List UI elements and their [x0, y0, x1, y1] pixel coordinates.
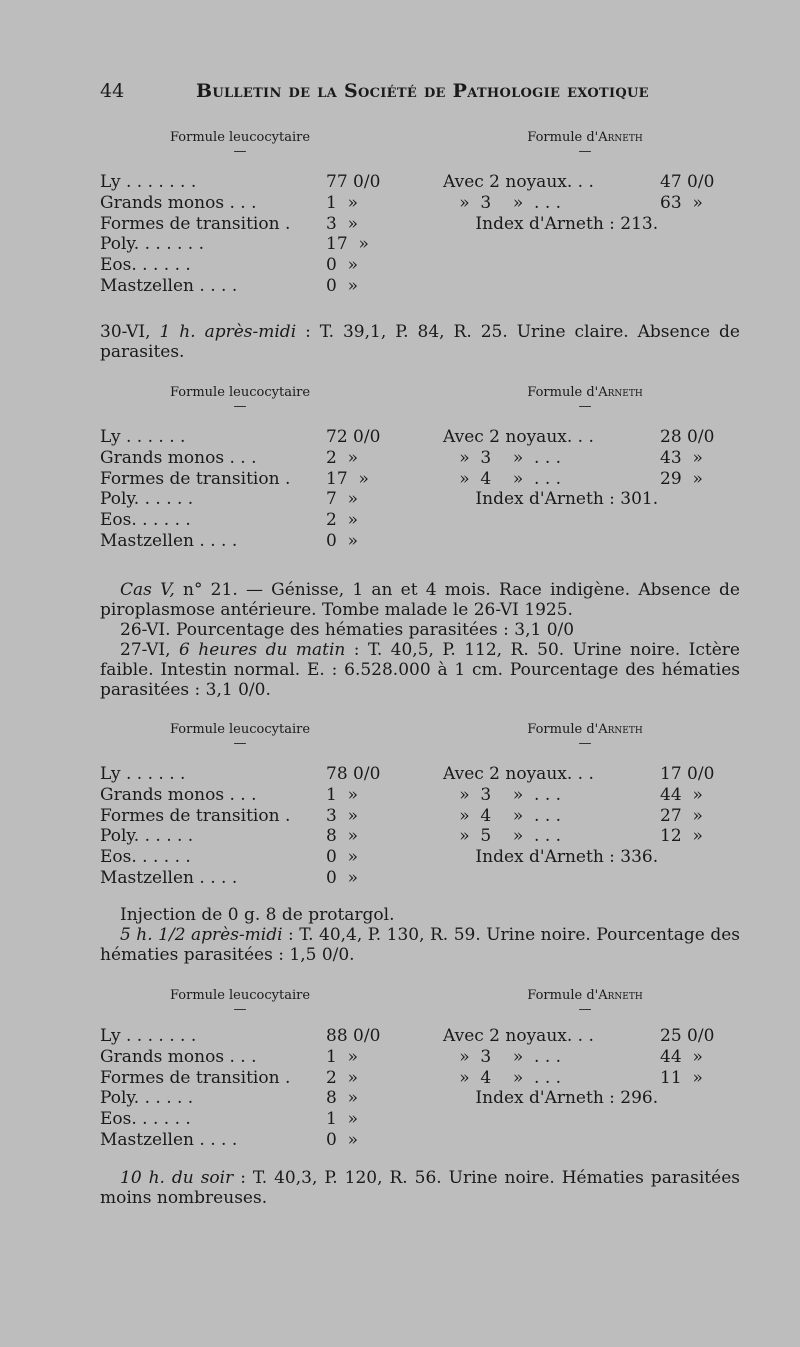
arneth-row-value: 27 »: [660, 805, 703, 826]
arneth-row-label: » 3 » . . .: [443, 192, 562, 213]
leuco-row-value: 1 »: [326, 1109, 359, 1130]
arneth-row-label: » 4 » . . .: [443, 805, 562, 826]
leuco-row-label: Mastzellen . . . .: [100, 1130, 238, 1150]
arneth-row-value: 28 0/0: [660, 427, 715, 447]
arneth-row-value: 25 0/0: [660, 1026, 715, 1046]
leuco-row-value: 77 0/0: [326, 172, 381, 192]
leuco-row-value: 0 »: [326, 1130, 359, 1150]
arneth-row-label: Index d'Arneth : 336.: [443, 847, 659, 868]
leuco-caption: Formule leucocytaire —: [169, 385, 311, 414]
leuco-row-label: Poly. . . . . .: [100, 489, 194, 510]
leuco-row-label: Mastzellen . . . .: [100, 276, 238, 296]
leuco-row-label: Ly . . . . . . .: [100, 1026, 197, 1046]
arneth-row-label: Avec 2 noyaux. . .: [443, 1026, 594, 1046]
leuco-row-label: Eos. . . . . .: [100, 1109, 191, 1130]
leuco-caption: Formule leucocytaire —: [169, 722, 311, 751]
formula-block-1: [100, 130, 740, 300]
arneth-row-value: 12 »: [660, 826, 703, 847]
arneth-row-label: Avec 2 noyaux. . .: [443, 764, 594, 784]
paragraph-injection: Injection de 0 g. 8 de protargol. 5 h. 1/2 après-midi : T. 40,4, P. 130, R. 59. Urine noire. Pourcentage des hématies parasitées : 1,5 0/0.: [100, 905, 740, 965]
arneth-row-value: 29 »: [660, 468, 703, 489]
leuco-row-label: Eos. . . . . .: [100, 255, 191, 276]
leuco-row-label: Formes de transition .: [100, 468, 291, 489]
leuco-row-value: 3 »: [326, 213, 359, 234]
paragraph-27-vi: 27-VI, 6 heures du matin : T. 40,5, P. 112, R. 50. Urine noire. Ictère faible. Intestin normal. E. : 6.528.000 à 1 cm. Pourcentage des hématies parasitées : 3,1 0/0.: [100, 640, 740, 700]
leuco-row-label: Grands monos . . .: [100, 447, 257, 468]
leuco-row-value: 2 »: [326, 447, 359, 468]
leuco-row-label: Mastzellen . . . .: [100, 531, 238, 551]
leuco-row-value: 0 »: [326, 255, 359, 276]
leuco-caption: Formule leucocytaire —: [169, 988, 311, 1017]
arneth-row-label: » 3 » . . .: [443, 447, 562, 468]
arneth-caption: Formule d'Arneth —: [527, 385, 643, 414]
leuco-row-value: 0 »: [326, 868, 359, 888]
leuco-row-value: 1 »: [326, 784, 359, 805]
arneth-row-label: » 4 » . . .: [443, 468, 562, 489]
formula-block-4: [100, 988, 740, 1158]
leuco-row-label: Eos. . . . . .: [100, 847, 191, 868]
leuco-row-label: Poly. . . . . .: [100, 826, 194, 847]
leuco-row-label: Grands monos . . .: [100, 1046, 257, 1067]
line-26-vi: 26-VI. Pourcentage des hématies parasitées : 3,1 0/0: [120, 620, 575, 640]
arneth-row-value: 44 »: [660, 784, 703, 805]
leuco-row-value: 1 »: [326, 1046, 359, 1067]
paragraph-cas-v: Cas V, n° 21. — Génisse, 1 an et 4 mois. Race indigène. Absence de piroplasmose antérieure. Tombe malade le 26-VI 1925. 26-VI. Pourcentage des hématies parasitées : 3,1 0/0 27-VI, 6 heures du matin : T. 40,5, P. 112, R. 50. Urine noire. Ictère faible. Intestin normal. E. : 6.528.000 à 1 cm. Pourcentage des hématies parasitées : 3,1 0/0.: [100, 580, 740, 700]
arneth-row-label: Avec 2 noyaux. . .: [443, 427, 594, 447]
leuco-row-label: Grands monos . . .: [100, 784, 257, 805]
journal-title: Bulletin de la Société de Pathologie exotique: [196, 80, 649, 102]
leuco-row-value: 17 »: [326, 234, 369, 255]
running-header: [100, 80, 740, 110]
leuco-row-value: 88 0/0: [326, 1026, 381, 1046]
leuco-row-label: Ly . . . . . .: [100, 764, 186, 784]
arneth-row-value: 47 0/0: [660, 172, 715, 192]
leuco-row-value: 0 »: [326, 847, 359, 868]
leuco-row-label: Ly . . . . . . .: [100, 172, 197, 192]
formula-block-3: [100, 722, 740, 912]
paragraph-10h: 10 h. du soir : T. 40,3, P. 120, R. 56. Urine noire. Hématies parasitées moins nombreuses.: [100, 1168, 740, 1208]
leuco-row-label: Formes de transition .: [100, 213, 291, 234]
leuco-row-label: Mastzellen . . . .: [100, 868, 238, 888]
leuco-row-value: 8 »: [326, 826, 359, 847]
arneth-row-value: 63 »: [660, 192, 703, 213]
leuco-row-label: Poly. . . . . .: [100, 1088, 194, 1109]
arneth-row-label: » 4 » . . .: [443, 1067, 562, 1088]
arneth-row-label: » 5 » . . .: [443, 826, 562, 847]
arneth-caption: Formule d'Arneth —: [527, 722, 643, 751]
leuco-row-value: 3 »: [326, 805, 359, 826]
arneth-caption: Formule d'Arneth —: [527, 988, 643, 1017]
leuco-row-label: Formes de transition .: [100, 1067, 291, 1088]
leuco-row-value: 1 »: [326, 192, 359, 213]
leuco-row-value: 8 »: [326, 1088, 359, 1109]
leuco-row-value: 7 »: [326, 489, 359, 510]
arneth-row-value: 44 »: [660, 1046, 703, 1067]
arneth-caption: Formule d'Arneth —: [527, 130, 643, 159]
arneth-row-value: 43 »: [660, 447, 703, 468]
arneth-row-label: Index d'Arneth : 213.: [443, 213, 659, 234]
leuco-row-label: Poly. . . . . . .: [100, 234, 205, 255]
arneth-row-label: Avec 2 noyaux. . .: [443, 172, 594, 192]
arneth-row-label: » 3 » . . .: [443, 1046, 562, 1067]
arneth-row-label: Index d'Arneth : 301.: [443, 489, 659, 510]
leuco-row-label: Ly . . . . . .: [100, 427, 186, 447]
page-number: 44: [100, 80, 125, 102]
leuco-row-value: 2 »: [326, 1067, 359, 1088]
leuco-row-value: 78 0/0: [326, 764, 381, 784]
leuco-row-value: 0 »: [326, 276, 359, 296]
arneth-row-value: 17 0/0: [660, 764, 715, 784]
leuco-caption: Formule leucocytaire —: [169, 130, 311, 159]
leuco-row-label: Formes de transition .: [100, 805, 291, 826]
leuco-row-value: 72 0/0: [326, 427, 381, 447]
formula-block-2: [100, 385, 740, 555]
arneth-row-value: 11 »: [660, 1067, 703, 1088]
leuco-row-value: 0 »: [326, 531, 359, 551]
arneth-row-label: » 3 » . . .: [443, 784, 562, 805]
leuco-row-value: 17 »: [326, 468, 369, 489]
arneth-row-label: Index d'Arneth : 296.: [443, 1088, 659, 1109]
leuco-row-label: Eos. . . . . .: [100, 510, 191, 531]
paragraph-30-vi: 30-VI, 1 h. après-midi : T. 39,1, P. 84, R. 25. Urine claire. Absence de parasites.: [100, 322, 740, 362]
leuco-row-value: 2 »: [326, 510, 359, 531]
leuco-row-label: Grands monos . . .: [100, 192, 257, 213]
